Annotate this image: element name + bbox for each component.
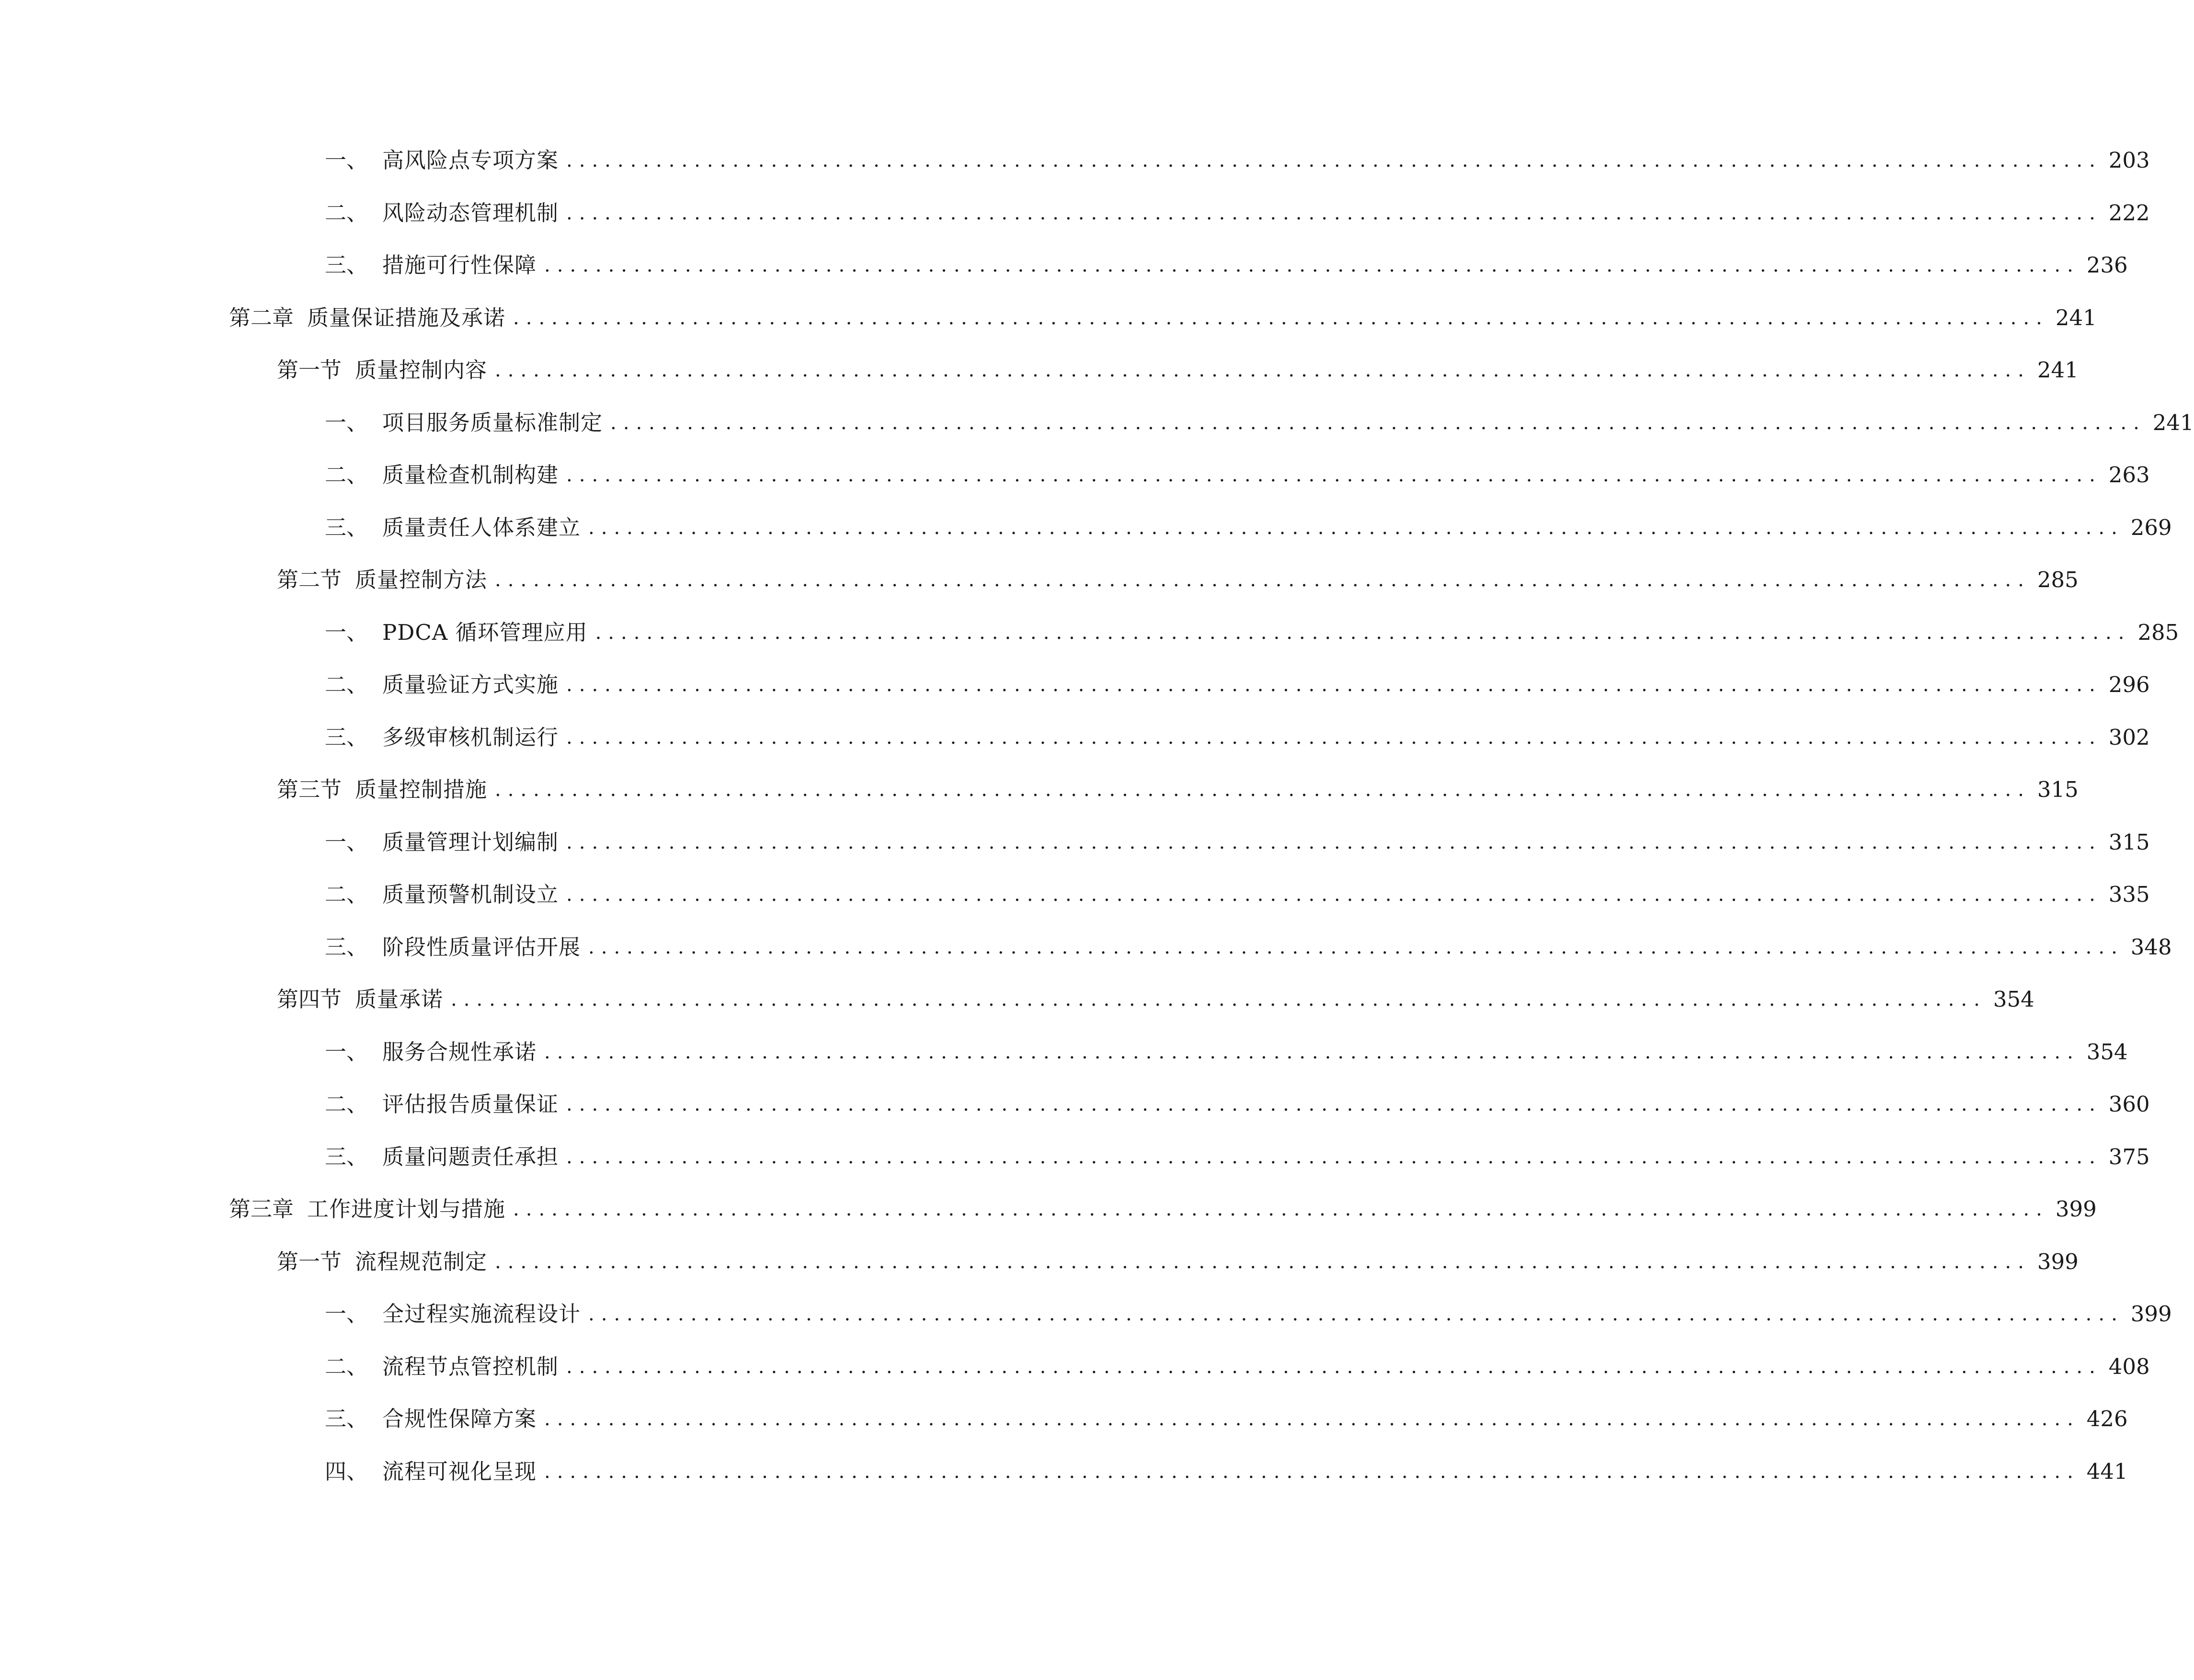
dot-leader: ........................................................................................................................ [588,1303,2124,1325]
dot-leader: ........................................................................................................................ [513,1198,2049,1220]
toc-entry[interactable] [325,399,2194,437]
toc-entry-page-number: 335 [2108,882,2150,907]
toc-entry[interactable] [325,714,2150,752]
toc-entry-title: 合规性保障方案 [382,1406,537,1431]
toc-entry[interactable] [325,1028,2128,1067]
toc-entry-title: 质量控制内容 [355,357,488,383]
toc-entry-page-number: 285 [2037,567,2079,592]
toc-entry-title: 措施可行性保障 [382,252,537,278]
toc-entry-title: 质量承诺 [355,987,444,1012]
toc-entry-page-number: 222 [2108,200,2150,226]
dot-leader: ........................................................................................................................ [595,622,2131,644]
toc-entry-title: 质量保证措施及承诺 [307,305,506,330]
toc-entry-page-number: 360 [2108,1091,2150,1117]
toc-entry-title: 质量控制措施 [355,777,488,802]
dot-leader: ........................................................................................................................ [566,831,2102,853]
toc-entry-page-number: 302 [2108,725,2150,750]
toc-entry-title: 服务合规性承诺 [382,1039,537,1065]
toc-entry-page-number: 315 [2037,777,2079,802]
toc-entry-number: 二、 [325,462,368,488]
toc-entry-number: 第三节 [277,777,342,802]
dot-leader: ........................................................................................................................ [566,464,2102,486]
toc-entry[interactable] [325,1343,2150,1381]
dot-leader: ........................................................................................................................ [566,884,2102,906]
dot-leader: ........................................................................................................................ [566,149,2102,171]
toc-entry-page-number: 408 [2108,1354,2150,1379]
dot-leader: ........................................................................................................................ [544,254,2080,276]
toc-entry-title: 质量检查机制构建 [382,462,559,488]
dot-leader: ........................................................................................................................ [566,674,2102,696]
toc-entry-number: 三、 [325,934,368,960]
dot-leader: ........................................................................................................................ [495,569,2031,591]
toc-entry-title: 质量预警机制设立 [382,882,559,907]
toc-entry-page-number: 315 [2108,829,2150,855]
toc-entry-page-number: 399 [2130,1301,2172,1327]
toc-entry-number: 一、 [325,829,368,855]
toc-entry-number: 一、 [325,148,368,173]
toc-entry[interactable] [325,136,2150,175]
toc-entry-title: 流程节点管控机制 [382,1354,559,1379]
toc-entry-number: 三、 [325,1406,368,1431]
toc-entry-number: 二、 [325,882,368,907]
toc-entry-number: 第四节 [277,987,342,1012]
toc-entry-page-number: 348 [2130,934,2172,960]
toc-entry-title: 评估报告质量保证 [382,1091,559,1117]
toc-entry-number: 二、 [325,200,368,226]
toc-entry-title: 工作进度计划与措施 [307,1196,506,1222]
toc-entry-number: 第一节 [277,357,342,383]
dot-leader: ........................................................................................................................ [495,1251,2031,1273]
toc-entry-title: 阶段性质量评估开展 [382,934,581,960]
toc-entry-title: 全过程实施流程设计 [382,1301,581,1327]
toc-entry[interactable] [325,923,2172,962]
toc-entry-number: 第一节 [277,1249,342,1274]
toc-entry-number: 第二章 [229,305,294,330]
toc-entry[interactable] [325,1133,2150,1171]
toc-entry[interactable] [325,189,2150,227]
toc-entry-page-number: 236 [2086,252,2128,278]
toc-entry-number: 一、 [325,410,368,435]
toc-entry-page-number: 263 [2108,462,2150,488]
toc-entry-page-number: 241 [2152,410,2194,435]
toc-entry-title: 流程规范制定 [355,1249,488,1274]
dot-leader: ........................................................................................................................ [544,1408,2080,1430]
dot-leader: ........................................................................................................................ [566,1356,2102,1378]
dot-leader: ........................................................................................................................ [566,1093,2102,1115]
toc-entry[interactable] [325,1290,2172,1328]
toc-entry-number: 三、 [325,1144,368,1169]
toc-entry-number: 三、 [325,725,368,750]
toc-entry-number: 二、 [325,1354,368,1379]
toc-entry-title: 高风险点专项方案 [382,148,559,173]
toc-entry[interactable] [325,609,2179,647]
toc-entry-number: 三、 [325,252,368,278]
toc-entry[interactable] [325,451,2150,489]
dot-leader: ........................................................................................................................ [495,779,2031,801]
toc-entry-page-number: 399 [2055,1196,2097,1222]
toc-entry[interactable] [325,1395,2128,1433]
dot-leader: ........................................................................................................................ [495,359,2031,381]
toc-entry-page-number: 441 [2086,1459,2128,1484]
toc-entry[interactable] [325,1080,2150,1119]
toc-entry-page-number: 241 [2055,305,2097,330]
toc-entry-page-number: 285 [2137,620,2179,645]
toc-entry[interactable] [325,871,2150,909]
dot-leader: ........................................................................................................................ [588,517,2124,539]
dot-leader: ........................................................................................................................ [566,1146,2102,1168]
toc-entry-number: 二、 [325,672,368,697]
dot-leader: ........................................................................................................................ [544,1461,2080,1483]
toc-entry-page-number: 296 [2108,672,2150,697]
toc-entry-title: 风险动态管理机制 [382,200,559,226]
toc-entry[interactable] [277,556,2079,594]
toc-entry[interactable] [229,1185,2097,1224]
toc-entry-title: 质量责任人体系建立 [382,515,581,540]
toc-entry[interactable] [325,504,2172,542]
toc-entry-title: 质量问题责任承担 [382,1144,559,1169]
toc-entry-page-number: 241 [2037,357,2079,383]
dot-leader: ........................................................................................................................ [566,202,2102,224]
toc-entry-number: 一、 [325,1039,368,1065]
toc-entry-number: 第二节 [277,567,342,592]
toc-entry-page-number: 426 [2086,1406,2128,1431]
toc-entry-page-number: 375 [2108,1144,2150,1169]
toc-entry[interactable] [277,976,2034,1014]
toc-entry-number: 一、 [325,620,368,645]
dot-leader: ........................................................................................................................ [544,1041,2080,1063]
dot-leader: ........................................................................................................................ [451,988,1987,1010]
toc-entry-title: 质量验证方式实施 [382,672,559,697]
toc-entry-title: PDCA 循环管理应用 [382,620,588,645]
toc-entry-number: 一、 [325,1301,368,1327]
toc-entry-page-number: 203 [2108,148,2150,173]
toc-entry[interactable] [325,661,2150,699]
toc-entry-page-number: 354 [1993,987,2034,1012]
toc-entry-number: 第三章 [229,1196,294,1222]
toc-entry[interactable] [229,294,2097,332]
dot-leader: ........................................................................................................................ [610,412,2146,434]
toc-entry-title: 质量管理计划编制 [382,829,559,855]
dot-leader: ........................................................................................................................ [588,936,2124,958]
toc-entry-page-number: 354 [2086,1039,2128,1065]
toc-entry-title: 项目服务质量标准制定 [382,410,603,435]
toc-entry-number: 三、 [325,515,368,540]
toc-entry-title: 多级审核机制运行 [382,725,559,750]
toc-entry[interactable] [277,1238,2079,1276]
dot-leader: ........................................................................................................................ [566,726,2102,749]
toc-entry-page-number: 399 [2037,1249,2079,1274]
toc-entry-page-number: 269 [2130,515,2172,540]
dot-leader: ........................................................................................................................ [513,307,2049,329]
toc-entry[interactable] [325,1448,2128,1486]
toc-entry-title: 流程可视化呈现 [382,1459,537,1484]
toc-entry-title: 质量控制方法 [355,567,488,592]
toc-entry-number: 四、 [325,1459,368,1484]
toc-entry[interactable] [325,241,2128,280]
toc-entry[interactable] [325,818,2150,857]
toc-entry[interactable] [277,766,2079,804]
toc-entry[interactable] [277,346,2079,385]
toc-entry-number: 二、 [325,1091,368,1117]
